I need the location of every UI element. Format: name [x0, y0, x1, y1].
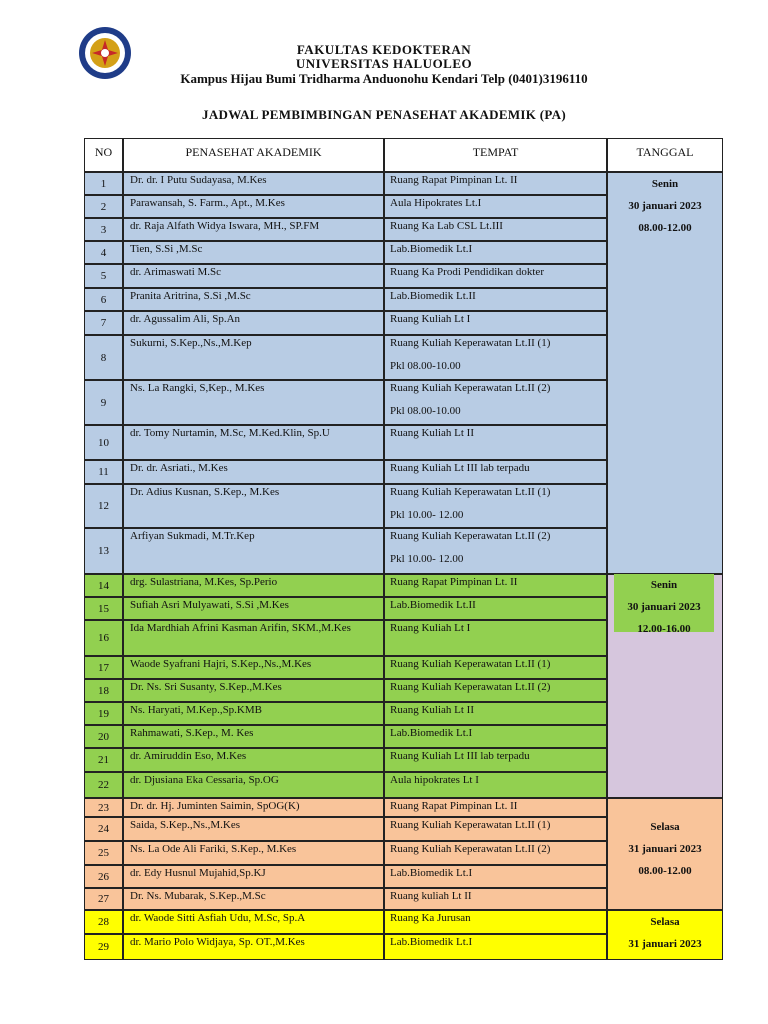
- row-number: 12: [84, 484, 123, 528]
- meeting-place: [384, 195, 607, 218]
- row-number: 16: [84, 620, 123, 656]
- meeting-place: [384, 798, 607, 817]
- meeting-place: [384, 264, 607, 288]
- place-text: Ruang Kuliah Lt I: [390, 313, 471, 325]
- advisor-name: Dr. Ns. Mubarak, S.Kep.,M.Sc: [123, 888, 384, 910]
- row-number: 27: [84, 888, 123, 910]
- row-number: 2: [84, 195, 123, 218]
- place-text: Lab.Biomedik Lt.I: [390, 727, 473, 739]
- advisor-name: Dr. dr. Asriati., M.Kes: [123, 460, 384, 484]
- meeting-place: [384, 679, 607, 702]
- row-number: 3: [84, 218, 123, 241]
- advisor-name: dr. Agussalim Ali, Sp.An: [123, 311, 384, 335]
- row-number: 20: [84, 725, 123, 748]
- place-text: Ruang Kuliah Keperawatan Lt.II (1): [390, 486, 551, 498]
- advisor-name: Parawansah, S. Farm., Apt., M.Kes: [123, 195, 384, 218]
- place-text: Lab.Biomedik Lt.I: [390, 243, 473, 255]
- advisor-name: Dr. Adius Kusnan, S.Kep., M.Kes: [123, 484, 384, 528]
- date-time: 08.00-12.00: [638, 865, 692, 877]
- meeting-place: [384, 335, 607, 380]
- meeting-place: [384, 888, 607, 910]
- meeting-place: [384, 574, 607, 597]
- place-text: Ruang Kuliah Keperawatan Lt.II (2): [390, 530, 551, 542]
- column-header-place: TEMPAT: [384, 138, 607, 172]
- place-text: Ruang Kuliah Keperawatan Lt.II (2): [390, 681, 551, 693]
- date-day: Selasa: [650, 821, 680, 833]
- place-time: Pkl 10.00- 12.00: [390, 509, 464, 521]
- meeting-place: [384, 460, 607, 484]
- place-time: Pkl 10.00- 12.00: [390, 553, 464, 565]
- advisor-name: Rahmawati, S.Kep., M. Kes: [123, 725, 384, 748]
- advisor-name: Dr. dr. Hj. Juminten Saimin, SpOG(K): [123, 798, 384, 817]
- place-text: Ruang kuliah Lt II: [390, 890, 472, 902]
- meeting-place: [384, 817, 607, 841]
- place-time: Pkl 08.00-10.00: [390, 405, 461, 417]
- document-title: JADWAL PEMBIMBINGAN PENASEHAT AKADEMIK (PA): [202, 107, 566, 122]
- place-text: Ruang Kuliah Keperawatan Lt.II (1): [390, 337, 551, 349]
- advisor-name: dr. Djusiana Eka Cessaria, Sp.OG: [123, 772, 384, 798]
- row-number: 5: [84, 264, 123, 288]
- date-date: 30 januari 2023: [628, 200, 702, 212]
- advisor-name: dr. Amiruddin Eso, M.Kes: [123, 748, 384, 772]
- advisor-name: Sukurni, S.Kep.,Ns.,M.Kep: [123, 335, 384, 380]
- place-text: Ruang Kuliah Keperawatan Lt.II (2): [390, 382, 551, 394]
- date-time: 12.00-16.00: [637, 623, 691, 635]
- faculty-name: FAKULTAS KEDOKTERAN: [296, 42, 472, 57]
- row-number: 23: [84, 798, 123, 817]
- place-text: Ruang Kuliah Lt III lab terpadu: [390, 462, 530, 474]
- date-block-3: [607, 798, 723, 910]
- meeting-place: [384, 218, 607, 241]
- place-text: Lab.Biomedik Lt.I: [390, 867, 473, 879]
- row-number: 4: [84, 241, 123, 264]
- row-number: 7: [84, 311, 123, 335]
- advisor-name: Saida, S.Kep.,Ns.,M.Kes: [123, 817, 384, 841]
- date-date: 31 januari 2023: [628, 843, 702, 855]
- advisor-name: dr. Mario Polo Widjaya, Sp. OT.,M.Kes: [123, 934, 384, 960]
- meeting-place: [384, 620, 607, 656]
- row-number: 18: [84, 679, 123, 702]
- row-number: 15: [84, 597, 123, 620]
- meeting-place: [384, 484, 607, 528]
- place-text: Lab.Biomedik Lt.II: [390, 599, 476, 611]
- meeting-place: [384, 865, 607, 888]
- meeting-place: [384, 910, 607, 934]
- row-number: 10: [84, 425, 123, 460]
- advisor-name: drg. Sulastriana, M.Kes, Sp.Perio: [123, 574, 384, 597]
- row-number: 26: [84, 865, 123, 888]
- meeting-place: [384, 934, 607, 960]
- meeting-place: [384, 597, 607, 620]
- column-header-date: TANGGAL: [607, 138, 723, 172]
- advisor-name: dr. Edy Husnul Mujahid,Sp.KJ: [123, 865, 384, 888]
- date-day: Senin: [650, 579, 678, 591]
- row-number: 13: [84, 528, 123, 574]
- date-date: 31 januari 2023: [628, 938, 702, 950]
- meeting-place: [384, 380, 607, 425]
- row-number: 21: [84, 748, 123, 772]
- row-number: 6: [84, 288, 123, 311]
- meeting-place: [384, 772, 607, 798]
- date-time: 08.00-12.00: [638, 222, 692, 234]
- place-text: Ruang Kuliah Lt I: [390, 622, 471, 634]
- advisor-name: Ns. La Rangki, S,Kep., M.Kes: [123, 380, 384, 425]
- meeting-place: [384, 725, 607, 748]
- advisor-name: dr. Waode Sitti Asfiah Udu, M.Sc, Sp.A: [123, 910, 384, 934]
- advisor-name: Dr. dr. I Putu Sudayasa, M.Kes: [123, 172, 384, 195]
- date-day: Senin: [651, 178, 679, 190]
- place-text: Ruang Kuliah Lt III lab terpadu: [390, 750, 530, 762]
- advisor-name: Waode Syafrani Hajri, S.Kep.,Ns.,M.Kes: [123, 656, 384, 679]
- place-text: Ruang Ka Lab CSL Lt.III: [390, 220, 503, 232]
- row-number: 19: [84, 702, 123, 725]
- row-number: 22: [84, 772, 123, 798]
- place-text: Ruang Ka Prodi Pendidikan dokter: [390, 266, 544, 278]
- column-header-advisor: PENASEHAT AKADEMIK: [123, 138, 384, 172]
- place-time: Pkl 08.00-10.00: [390, 360, 461, 372]
- row-number: 9: [84, 380, 123, 425]
- meeting-place: [384, 425, 607, 460]
- place-text: Lab.Biomedik Lt.II: [390, 290, 476, 302]
- advisor-name: Sufiah Asri Mulyawati, S.Si ,M.Kes: [123, 597, 384, 620]
- meeting-place: [384, 656, 607, 679]
- campus-address: Kampus Hijau Bumi Tridharma Anduonohu Kendari Telp (0401)3196110: [180, 71, 588, 86]
- date-day: Selasa: [650, 916, 680, 928]
- meeting-place: [384, 311, 607, 335]
- meeting-place: [384, 748, 607, 772]
- place-text: Ruang Kuliah Keperawatan Lt.II (1): [390, 819, 551, 831]
- meeting-place: [384, 288, 607, 311]
- row-number: 28: [84, 910, 123, 934]
- meeting-place: [384, 702, 607, 725]
- place-text: Ruang Kuliah Keperawatan Lt.II (1): [390, 658, 551, 670]
- advisor-name: Dr. Ns. Sri Susanty, S.Kep.,M.Kes: [123, 679, 384, 702]
- advisor-name: dr. Arimaswati M.Sc: [123, 264, 384, 288]
- advisor-name: Ns. Haryati, M.Kep.,Sp.KMB: [123, 702, 384, 725]
- advisor-name: dr. Tomy Nurtamin, M.Sc, M.Ked.Klin, Sp.U: [123, 425, 384, 460]
- row-number: 17: [84, 656, 123, 679]
- advisor-name: Pranita Aritrina, S.Si ,M.Sc: [123, 288, 384, 311]
- place-text: Lab.Biomedik Lt.I: [390, 936, 473, 948]
- meeting-place: [384, 241, 607, 264]
- place-text: Ruang Kuliah Lt II: [390, 704, 475, 716]
- date-date: 30 januari 2023: [627, 601, 701, 613]
- date-block-1: [607, 172, 723, 574]
- advisor-name: Ida Mardhiah Afrini Kasman Arifin, SKM.,M.Kes: [123, 620, 384, 656]
- row-number: 25: [84, 841, 123, 865]
- place-text: Ruang Rapat Pimpinan Lt. II: [390, 576, 518, 588]
- advisor-name: Arfiyan Sukmadi, M.Tr.Kep: [123, 528, 384, 574]
- row-number: 1: [84, 172, 123, 195]
- place-text: Ruang Kuliah Lt II: [390, 427, 475, 439]
- row-number: 11: [84, 460, 123, 484]
- place-text: Aula Hipokrates Lt.I: [390, 197, 482, 209]
- place-text: Ruang Rapat Pimpinan Lt. II: [390, 174, 518, 186]
- place-text: Aula hipokrates Lt I: [390, 774, 479, 786]
- advisor-name: dr. Raja Alfath Widya Iswara, MH., SP.FM: [123, 218, 384, 241]
- meeting-place: [384, 172, 607, 195]
- advisor-name: Tien, S.Si ,M.Sc: [123, 241, 384, 264]
- date-block-2-label: [614, 574, 714, 635]
- place-text: Ruang Ka Jurusan: [390, 912, 471, 924]
- row-number: 29: [84, 934, 123, 960]
- column-header-no: NO: [84, 138, 123, 172]
- row-number: 14: [84, 574, 123, 597]
- place-text: Ruang Rapat Pimpinan Lt. II: [390, 800, 518, 812]
- advisor-name: Ns. La Ode Ali Fariki, S.Kep., M.Kes: [123, 841, 384, 865]
- place-text: Ruang Kuliah Keperawatan Lt.II (2): [390, 843, 551, 855]
- meeting-place: [384, 841, 607, 865]
- meeting-place: [384, 528, 607, 574]
- university-name: UNIVERSITAS HALUOLEO: [295, 56, 473, 71]
- row-number: 8: [84, 335, 123, 380]
- row-number: 24: [84, 817, 123, 841]
- date-block-4: [607, 910, 723, 960]
